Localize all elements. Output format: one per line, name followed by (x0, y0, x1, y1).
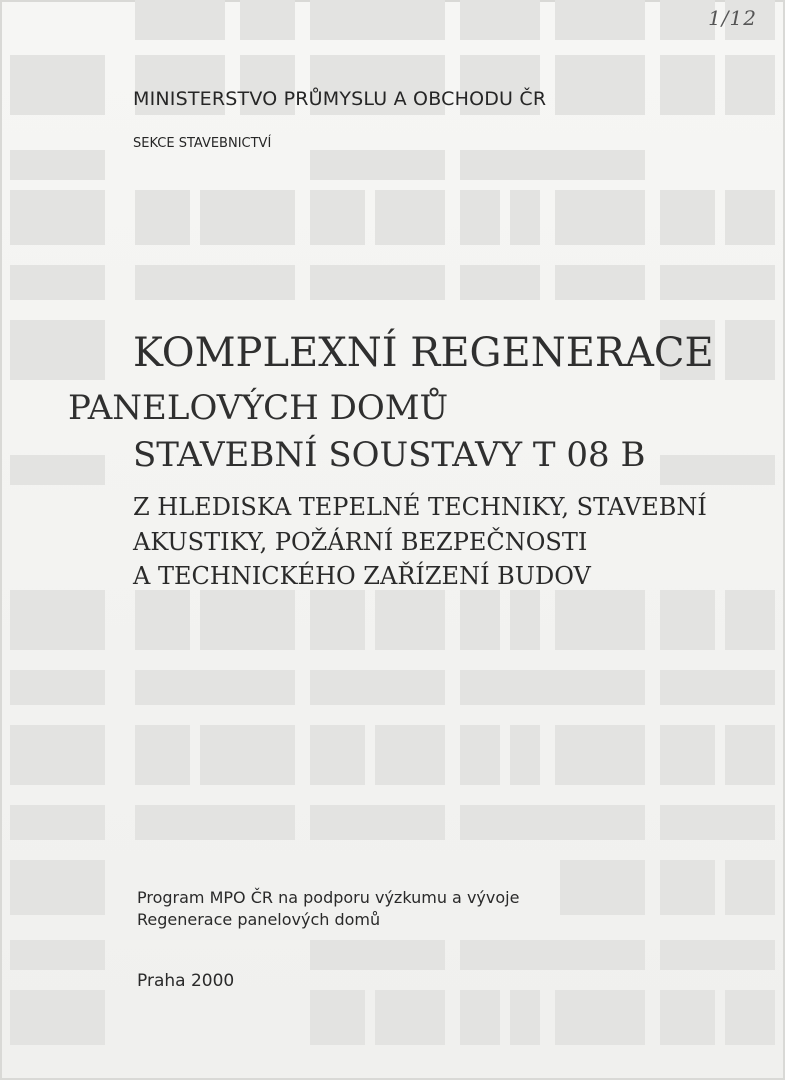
title-line-2: PANELOVÝCH DOMŮ (68, 388, 449, 428)
subtitle-line-1: Z HLEDISKA TEPELNÉ TECHNIKY, STAVEBNÍ (133, 493, 707, 521)
program-line-1: Program MPO ČR na podporu výzkumu a vývoje (137, 888, 520, 907)
section-name: SEKCE STAVEBNICTVÍ (133, 136, 272, 151)
subtitle-line-3: A TECHNICKÉHO ZAŘÍZENÍ BUDOV (133, 562, 591, 590)
subtitle-line-2: AKUSTIKY, POŽÁRNÍ BEZPEČNOSTI (133, 528, 588, 556)
ministry-name: MINISTERSTVO PRŮMYSLU A OBCHODU ČR (133, 88, 547, 110)
handwritten-note: 1/12 (708, 6, 757, 30)
program-info (137, 887, 519, 931)
place-year: Praha 2000 (137, 971, 235, 991)
title-line-3: STAVEBNÍ SOUSTAVY T 08 B (133, 435, 646, 475)
program-line-2: Regenerace panelových domů (137, 910, 381, 929)
title-line-1: KOMPLEXNÍ REGENERACE (133, 330, 714, 376)
